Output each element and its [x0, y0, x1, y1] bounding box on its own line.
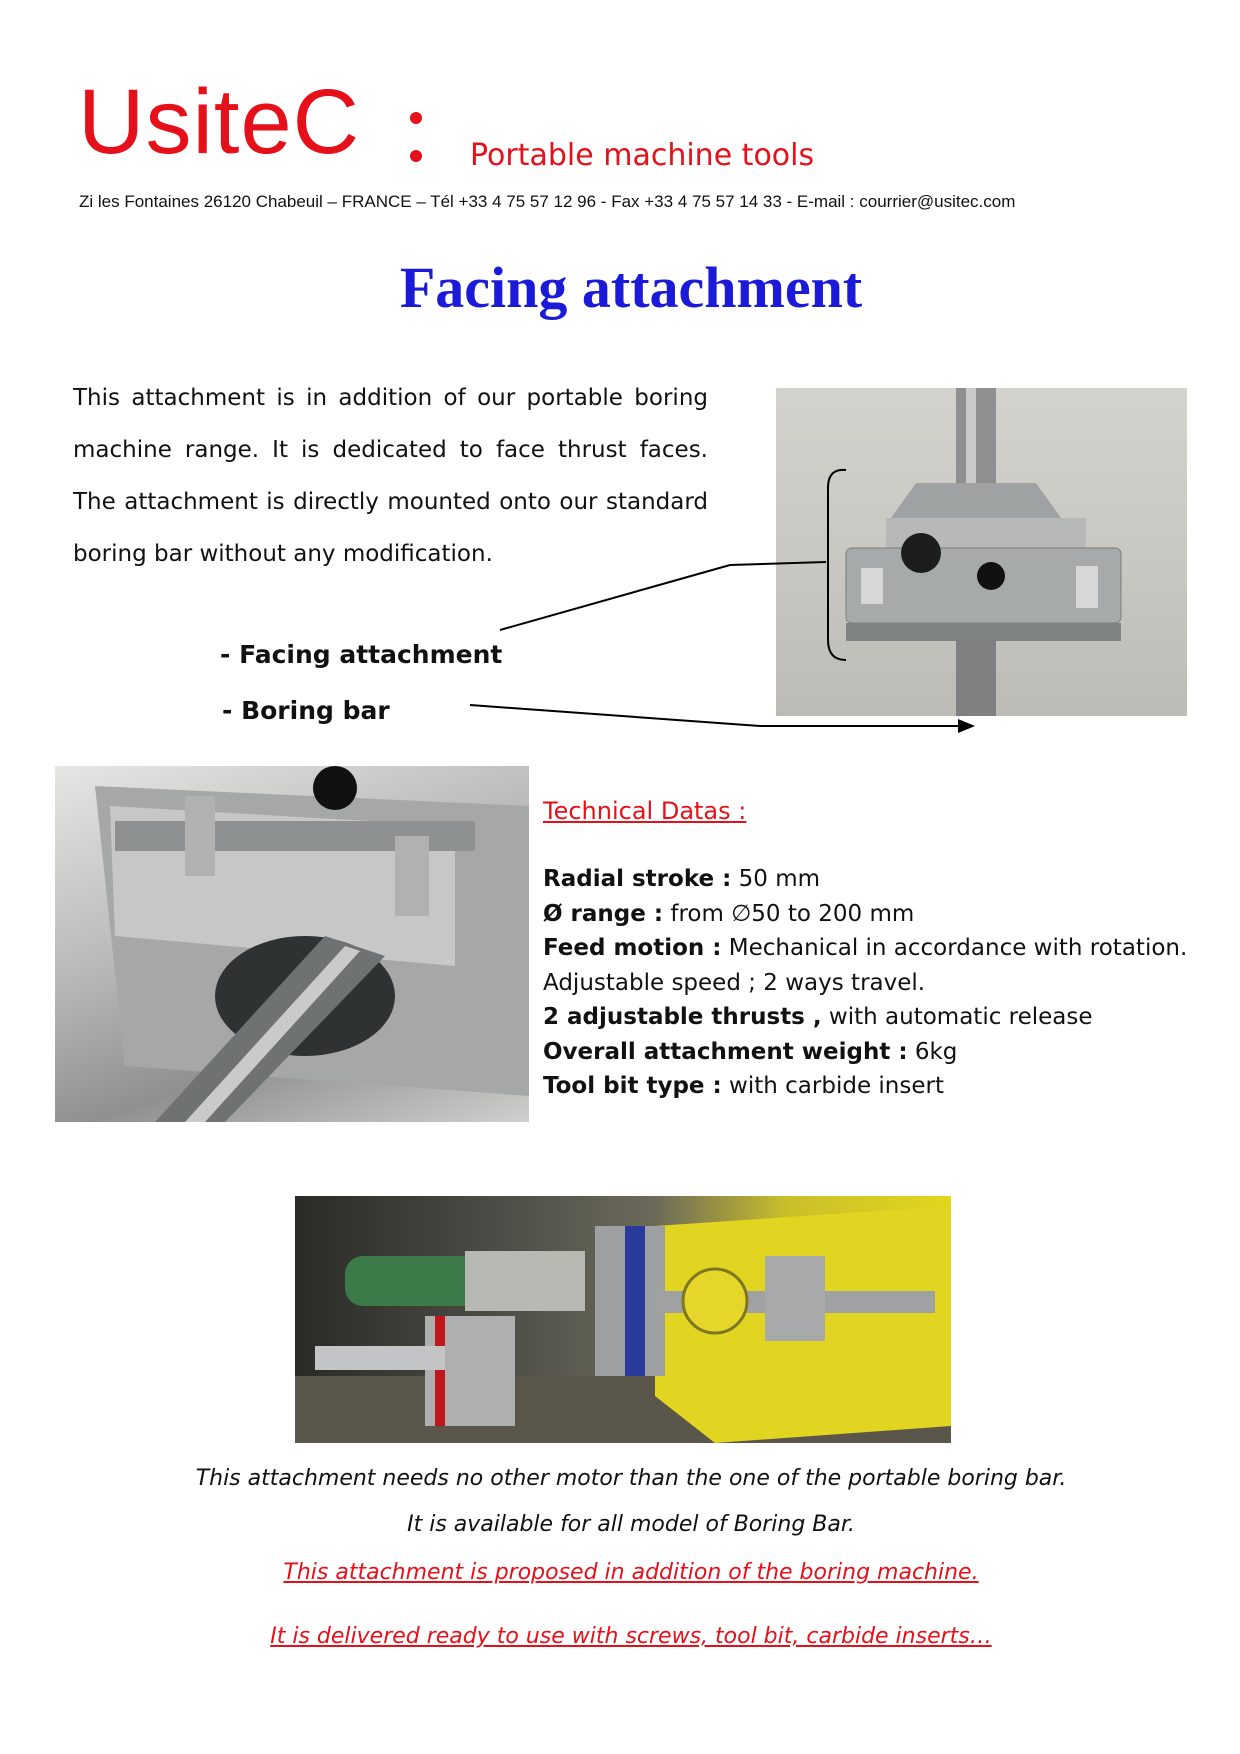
brand-logo: UsiteC — [78, 71, 361, 173]
tech-row-thrusts — [543, 1000, 1223, 1035]
tech-label: Feed motion : — [543, 935, 722, 961]
arrow-facing-line — [500, 565, 730, 630]
photo-attachment-closeup-drawing — [55, 766, 529, 1122]
tech-label: 2 adjustable thrusts , — [543, 1004, 822, 1030]
photo-machine-assembly-drawing — [295, 1196, 951, 1443]
tech-row-adjustable-speed — [543, 966, 1223, 1001]
technical-datas-list — [543, 862, 1223, 1104]
label-boring-bar: - Boring bar — [222, 696, 390, 725]
tech-label: Radial stroke : — [543, 866, 732, 892]
arrow-facing-head — [730, 562, 826, 565]
tech-value: from ∅50 to 200 mm — [663, 900, 915, 927]
tech-row-tool-bit — [543, 1069, 1223, 1104]
arrow-boring-line — [470, 705, 760, 726]
note-no-motor: This attachment needs no other motor than the one of the portable boring bar. — [195, 1466, 1067, 1491]
note-delivered-ready: It is delivered ready to use with screws, tool bit, carbide inserts… — [270, 1624, 992, 1649]
tech-value: 6kg — [907, 1038, 958, 1065]
bracket-mark — [828, 470, 846, 660]
tech-value: Mechanical in accordance with rotation. — [721, 935, 1188, 961]
tech-row-weight — [543, 1035, 1223, 1070]
tech-value: Adjustable speed ; 2 ways travel. — [543, 969, 926, 996]
tech-value: with carbide insert — [721, 1073, 944, 1099]
tech-label: Overall attachment weight : — [543, 1038, 908, 1065]
label-facing-attachment: - Facing attachment — [220, 640, 503, 669]
tagline: Portable machine tools — [470, 138, 815, 173]
intro-paragraph: This attachment is in addition of our portable boring machine range. It is dedicated to face thrust faces. The attachment is directly mounted onto our standard boring bar without any modification. — [73, 385, 708, 567]
contact-address: Zi les Fontaines 26120 Chabeuil – FRANCE – Tél +33 4 75 57 12 96 - Fax +33 4 75 57 14 33 - E-mail : courrier@usitec.com — [79, 192, 1016, 211]
tech-value: with automatic release — [821, 1004, 1093, 1030]
tech-value: 50 mm — [731, 866, 821, 892]
tech-label: Tool bit type : — [543, 1073, 722, 1099]
page-title: Facing attachment — [399, 255, 863, 320]
tech-row-radial-stroke — [543, 862, 1223, 897]
tech-row-feed-motion — [543, 931, 1223, 966]
note-proposed-addition: This attachment is proposed in addition of the boring machine. — [283, 1560, 979, 1585]
tech-row-range — [543, 897, 1223, 932]
tech-label: Ø range : — [543, 900, 664, 927]
note-all-models: It is available for all model of Boring Bar. — [407, 1512, 855, 1537]
photo-attachment-closeup — [55, 766, 529, 1122]
arrow-boring-head — [958, 719, 975, 733]
photo-machine-assembly — [295, 1196, 951, 1443]
technical-datas-title: Technical Datas : — [543, 797, 747, 825]
